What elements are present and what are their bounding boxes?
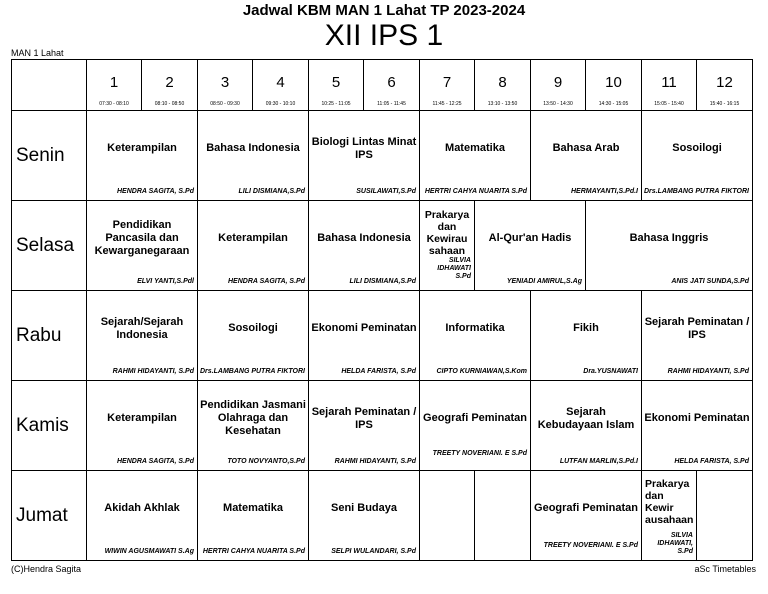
subject-name: Al-Qur'an Hadis <box>488 232 572 244</box>
subject-name: Sejarah Peminatan / IPS <box>644 315 750 341</box>
period-number: 9 <box>553 74 563 91</box>
teacher-name: HELDA FARISTA, S.Pd <box>674 458 749 465</box>
period-time: 13:10 - 13:50 <box>487 101 518 107</box>
subject-name: Prakarya dan Kewirau sahaan <box>424 208 470 257</box>
subject-name: Ekonomi Peminatan <box>311 322 417 334</box>
day-row-rabu <box>12 291 753 381</box>
period-header <box>586 60 642 111</box>
lesson-cell <box>198 111 309 201</box>
lesson-cell <box>198 201 309 291</box>
teacher-name: HENDRA SAGITA, S.Pd <box>227 278 305 285</box>
period-header <box>642 60 697 111</box>
day-row-selasa <box>12 201 753 291</box>
lesson-cell <box>309 111 420 201</box>
teacher-name: RAHMI HIDAYANTI, S.Pd <box>334 458 416 465</box>
teacher-name: HELDA FARISTA, S.Pd <box>341 368 416 375</box>
teacher-name: ANIS JATI SUNDA,S.Pd <box>671 278 749 285</box>
lesson-cell <box>531 381 642 471</box>
period-time: 15:40 - 16:15 <box>709 101 740 107</box>
subject-name: Ekonomi Peminatan <box>644 412 750 424</box>
lesson-cell <box>531 291 642 381</box>
period-number: 10 <box>605 74 622 91</box>
period-header <box>364 60 420 111</box>
lesson-cell <box>87 381 198 471</box>
teacher-name: HENDRA SAGITA, S.Pd <box>116 188 194 195</box>
teacher-name: LILI DISMIANA,S.Pd <box>349 278 416 285</box>
teacher-name: YENIADI AMIRUL,S.Ag <box>506 278 582 285</box>
subject-name: Matematika <box>223 502 283 514</box>
day-label: Senin <box>12 111 87 201</box>
period-number: 4 <box>276 74 285 91</box>
subject-name: Prakarya dan Kewir ausahaan <box>645 477 694 526</box>
subject-name: Seni Budaya <box>330 502 398 514</box>
teacher-name: LUTFAN MARLIN,S.Pd.I <box>559 458 638 465</box>
teacher-name: HERTRI CAHYA NUARITA S.Pd <box>202 548 305 555</box>
teacher-name: Dra.YUSNAWATI <box>583 368 638 375</box>
teacher-name: SUSILAWATI,S.Pd <box>356 188 416 195</box>
timetable <box>11 59 753 561</box>
lesson-cell <box>586 201 753 291</box>
teacher-name: TREETY NOVERIANI. E S.Pd <box>432 450 527 457</box>
subject-name: Akidah Akhlak <box>104 502 180 514</box>
subject-name: Bahasa Inggris <box>629 232 709 244</box>
period-header <box>531 60 586 111</box>
subject-name: Pendidikan Pancasila dan Kewarganegaraan <box>94 219 190 257</box>
period-time: 14:30 - 15:05 <box>598 101 629 107</box>
period-time: 09:30 - 10:10 <box>265 101 296 107</box>
empty-cell <box>475 471 531 561</box>
teacher-name: CIPTO KURNIAWAN,S.Kom <box>436 368 527 375</box>
lesson-cell <box>420 111 531 201</box>
subject-name: Sejarah/Sejarah Indonesia <box>100 315 184 341</box>
teacher-name: ELVI YANTI,S.Pdl <box>137 278 194 285</box>
footer-credit: (C)Hendra Sagita <box>11 564 82 574</box>
period-number: 7 <box>442 74 452 91</box>
empty-cell <box>697 471 753 561</box>
lesson-cell <box>642 111 753 201</box>
lesson-cell <box>309 471 420 561</box>
period-header <box>475 60 531 111</box>
subject-name: Sosoilogi <box>228 322 278 334</box>
schedule-title: Jadwal KBM MAN 1 Lahat TP 2023-2024 <box>242 2 526 19</box>
teacher-name: TOTO NOVYANTO,S.Pd <box>227 458 305 465</box>
period-number: 6 <box>387 74 396 91</box>
period-header <box>142 60 198 111</box>
teacher-name: RAHMI HIDAYANTI, S.Pd <box>667 368 749 375</box>
teacher-name: WIWIN AGUSMAWATI S.Ag <box>104 548 194 555</box>
lesson-cell <box>642 381 753 471</box>
subject-name: Sejarah Kebudayaan Islam <box>537 405 635 431</box>
lesson-cell <box>420 381 531 471</box>
lesson-cell <box>87 291 198 381</box>
lesson-cell <box>87 111 198 201</box>
period-number: 1 <box>109 74 119 91</box>
period-header <box>198 60 253 111</box>
lesson-cell <box>198 381 309 471</box>
lesson-cell <box>198 291 309 381</box>
teacher-name: HERMAYANTI,S.Pd.I <box>570 188 638 195</box>
period-number: 11 <box>661 74 677 91</box>
teacher-name: Drs.LAMBANG PUTRA FIKTORI <box>644 188 749 195</box>
period-number: 5 <box>331 74 341 91</box>
subject-name: Keterampilan <box>107 142 177 154</box>
lesson-cell <box>642 291 753 381</box>
subject-name: Sejarah Peminatan / IPS <box>311 405 417 431</box>
period-header <box>309 60 364 111</box>
lesson-cell <box>87 201 198 291</box>
subject-name: Fikih <box>573 322 599 334</box>
day-row-kamis <box>12 381 753 471</box>
class-name: XII IPS 1 <box>324 19 444 52</box>
subject-name: Geografi Peminatan <box>534 502 638 514</box>
subject-name: Biologi Lintas Minat IPS <box>311 135 417 161</box>
period-header-row <box>12 60 753 111</box>
period-time: 08:10 - 08:50 <box>154 101 185 107</box>
lesson-cell <box>420 291 531 381</box>
day-row-jumat <box>12 471 753 561</box>
period-time: 13:50 - 14:30 <box>543 101 573 107</box>
lesson-cell <box>309 291 420 381</box>
teacher-name: HERTRI CAHYA NUARITA S.Pd <box>424 188 527 195</box>
period-time: 07:30 - 08:10 <box>99 101 129 107</box>
subject-name: Matematika <box>445 142 505 154</box>
subject-name: Geografi Peminatan <box>423 412 527 424</box>
day-label: Selasa <box>12 201 87 291</box>
teacher-name: SILVIA IDHAWATI, S.Pd <box>657 532 693 555</box>
lesson-cell <box>198 471 309 561</box>
school-name: MAN 1 Lahat <box>11 48 64 58</box>
subject-name: Sosoilogi <box>672 142 722 154</box>
lesson-cell <box>642 471 697 561</box>
corner-cell <box>12 60 87 111</box>
subject-name: Bahasa Arab <box>552 142 620 154</box>
lesson-cell <box>420 201 475 291</box>
lesson-cell <box>531 111 642 201</box>
period-header <box>253 60 309 111</box>
lesson-cell <box>309 201 420 291</box>
period-time: 11:05 - 11:45 <box>377 101 406 107</box>
period-number: 2 <box>165 74 174 91</box>
period-number: 12 <box>716 74 733 91</box>
teacher-name: SILVIA IDHAWATI S.Pd <box>437 257 471 280</box>
lesson-cell <box>309 381 420 471</box>
day-row-senin <box>12 111 753 201</box>
lesson-cell <box>475 201 586 291</box>
teacher-name: RAHMI HIDAYANTI, S.Pd <box>112 368 194 375</box>
subject-name: Pendidikan Jasmani Olahraga dan Kesehatan <box>200 399 306 437</box>
lesson-cell <box>531 471 642 561</box>
footer-software: aSc Timetables <box>694 564 756 574</box>
subject-name: Keterampilan <box>218 232 288 244</box>
period-number: 8 <box>498 74 507 91</box>
empty-cell <box>420 471 475 561</box>
lesson-cell <box>87 471 198 561</box>
subject-name: Keterampilan <box>107 412 177 424</box>
teacher-name: LILI DISMIANA,S.Pd <box>238 188 305 195</box>
period-header <box>697 60 753 111</box>
period-header <box>420 60 475 111</box>
period-time: 11:45 - 12:25 <box>432 101 462 107</box>
teacher-name: Drs.LAMBANG PUTRA FIKTORI <box>200 368 305 375</box>
teacher-name: HENDRA SAGITA, S.Pd <box>116 458 194 465</box>
teacher-name: TREETY NOVERIANI. E S.Pd <box>543 542 638 549</box>
subject-name: Bahasa Indonesia <box>206 142 300 154</box>
period-header <box>87 60 142 111</box>
period-time: 08:50 - 09:30 <box>210 101 240 107</box>
period-time: 10:25 - 11:05 <box>321 101 351 107</box>
period-time: 15:05 - 15:40 <box>654 101 684 107</box>
day-label: Kamis <box>12 381 87 471</box>
day-label: Jumat <box>12 471 87 561</box>
subject-name: Informatika <box>445 322 505 334</box>
teacher-name: SELPI WULANDARI, S.Pd <box>331 548 416 555</box>
period-number: 3 <box>220 74 230 91</box>
subject-name: Bahasa Indonesia <box>317 232 411 244</box>
day-label: Rabu <box>12 291 87 381</box>
